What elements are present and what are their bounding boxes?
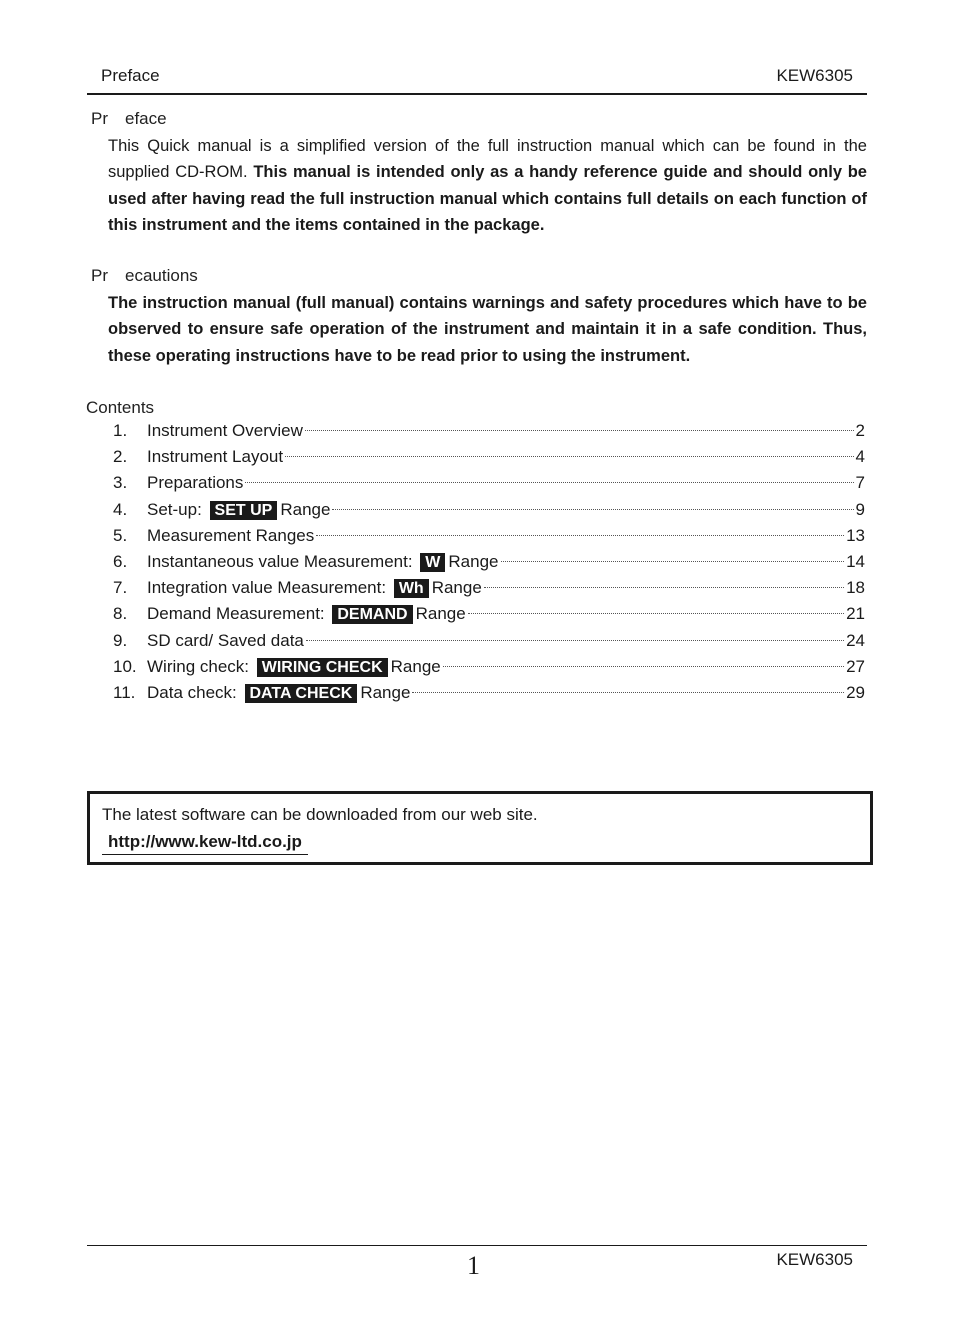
toc-entry[interactable] [113,473,865,499]
toc-entry-suffix: Range [280,499,331,519]
toc-entry-title [147,500,330,520]
header-model-label: KEW6305 [776,66,853,85]
preface-paragraph [108,133,867,238]
toc-entry-number: 2. [113,447,128,467]
toc-entry-suffix: Range [431,578,482,598]
toc-entry-number: 5. [113,525,128,545]
toc-leader-dots [316,535,844,536]
toc-page-number: 14 [846,551,865,571]
precautions-heading: Pr ecautions [91,266,198,285]
toc-leader-dots [332,509,853,510]
toc-leader-dots [306,640,844,641]
toc-entry-number: 11. [113,682,136,702]
toc-entry-title [147,526,314,546]
toc-page-number: 2 [855,421,865,440]
range-key-badge: SET UP [210,501,278,520]
toc-entry-title [147,421,303,441]
range-key-badge: Wh [394,579,429,598]
toc-entry[interactable] [113,578,865,604]
toc-leader-dots [305,430,854,431]
toc-page-number: 4 [855,447,865,467]
toc-page-number: 13 [846,525,865,545]
toc-entry[interactable] [113,604,865,630]
toc-entry-suffix: Range [415,604,466,624]
toc-leader-dots [285,456,853,457]
toc-entry-number: 4. [113,499,128,519]
toc-entry-suffix: Range [390,656,441,676]
toc-entry-number: 9. [113,630,128,650]
toc-entry[interactable] [113,631,865,657]
toc-entry-label: Integration value Measurement: [147,578,391,598]
toc-entry-label: Instantaneous value Measurement: [147,551,418,571]
toc-entry-number: 10. [113,656,137,676]
toc-entry-title [147,473,243,493]
toc-entry-label: Data check: [147,682,242,702]
toc-leader-dots [443,666,844,667]
toc-entry-number: 1. [113,421,128,440]
download-notice-box [87,791,873,865]
download-notice-text: The latest software can be downloaded from our web site. [102,805,538,824]
toc-entry[interactable] [113,421,865,447]
page-number: 1 [467,1251,480,1280]
toc-entry-label: Demand Measurement: [147,604,330,624]
toc-leader-dots [412,692,844,693]
toc-entry[interactable] [113,552,865,578]
toc-entry-label: Instrument Overview [147,421,303,440]
toc-entry-title [147,604,466,624]
toc-entry-label: Measurement Ranges [147,525,315,545]
toc-entry[interactable] [113,526,865,552]
footer-divider [87,1245,867,1246]
toc-entry-number: 6. [113,551,128,571]
footer-model-label: KEW6305 [776,1250,853,1269]
range-key-badge: WIRING CHECK [257,658,388,677]
toc-entry[interactable] [113,683,865,709]
precautions-bold-text: The instruction manual (full manual) contains warnings and safety procedures which have to be observed to ensure safe operation of the instrument and maintain it in a safe condition. Thus, these operating instructions have to be read prior to using the instrument. [108,294,867,365]
toc-page-number: 24 [846,630,865,650]
toc-entry-label: Instrument Layout [147,447,284,467]
contents-heading: Contents [86,398,155,417]
range-key-badge: DEMAND [332,605,412,624]
toc-entry-title [147,447,283,467]
range-key-badge: W [420,553,445,572]
table-of-contents [113,421,865,709]
preface-bold-text: This manual is intended only as a handy reference guide and should only be used after having read the full instruction manual which contains full details on each function of this instrument and the items contained in the package. [108,163,867,234]
preface-text: This Quick manual is a simplified version of the full instruction manual which can be found in the supplied CD-ROM. [108,137,867,182]
toc-entry[interactable] [113,500,865,526]
toc-leader-dots [468,613,844,614]
toc-entry-suffix: Range [360,682,411,702]
toc-entry-label: SD card/ Saved data [147,630,304,650]
toc-entry-label: Set-up: [147,499,207,519]
toc-entry[interactable] [113,657,865,683]
toc-entry[interactable] [113,447,865,473]
preface-heading: Pr eface [91,109,167,128]
toc-leader-dots [501,561,845,562]
precautions-paragraph [108,290,867,369]
range-key-badge: DATA CHECK [245,684,358,703]
toc-page-number: 21 [846,604,865,624]
toc-entry-suffix: Range [448,551,499,571]
toc-entry-title [147,552,499,572]
toc-page-number: 7 [855,473,865,493]
toc-entry-label: Preparations [147,473,244,493]
toc-page-number: 9 [855,499,865,519]
toc-entry-label: Wiring check: [147,656,254,676]
header-section-label: Preface [101,66,160,85]
toc-page-number: 29 [846,682,865,702]
toc-page-number: 27 [846,656,865,676]
toc-entry-title [147,683,410,703]
toc-entry-number: 8. [113,604,128,624]
toc-entry-number: 7. [113,578,128,598]
toc-entry-number: 3. [113,473,128,493]
toc-leader-dots [245,482,853,483]
page-header [87,62,867,95]
toc-entry-title [147,631,304,651]
toc-leader-dots [484,587,844,588]
toc-entry-title [147,657,441,677]
website-link[interactable]: http://www.kew-ltd.co.jp [102,832,308,855]
toc-page-number: 18 [846,578,865,598]
toc-entry-title [147,578,482,598]
